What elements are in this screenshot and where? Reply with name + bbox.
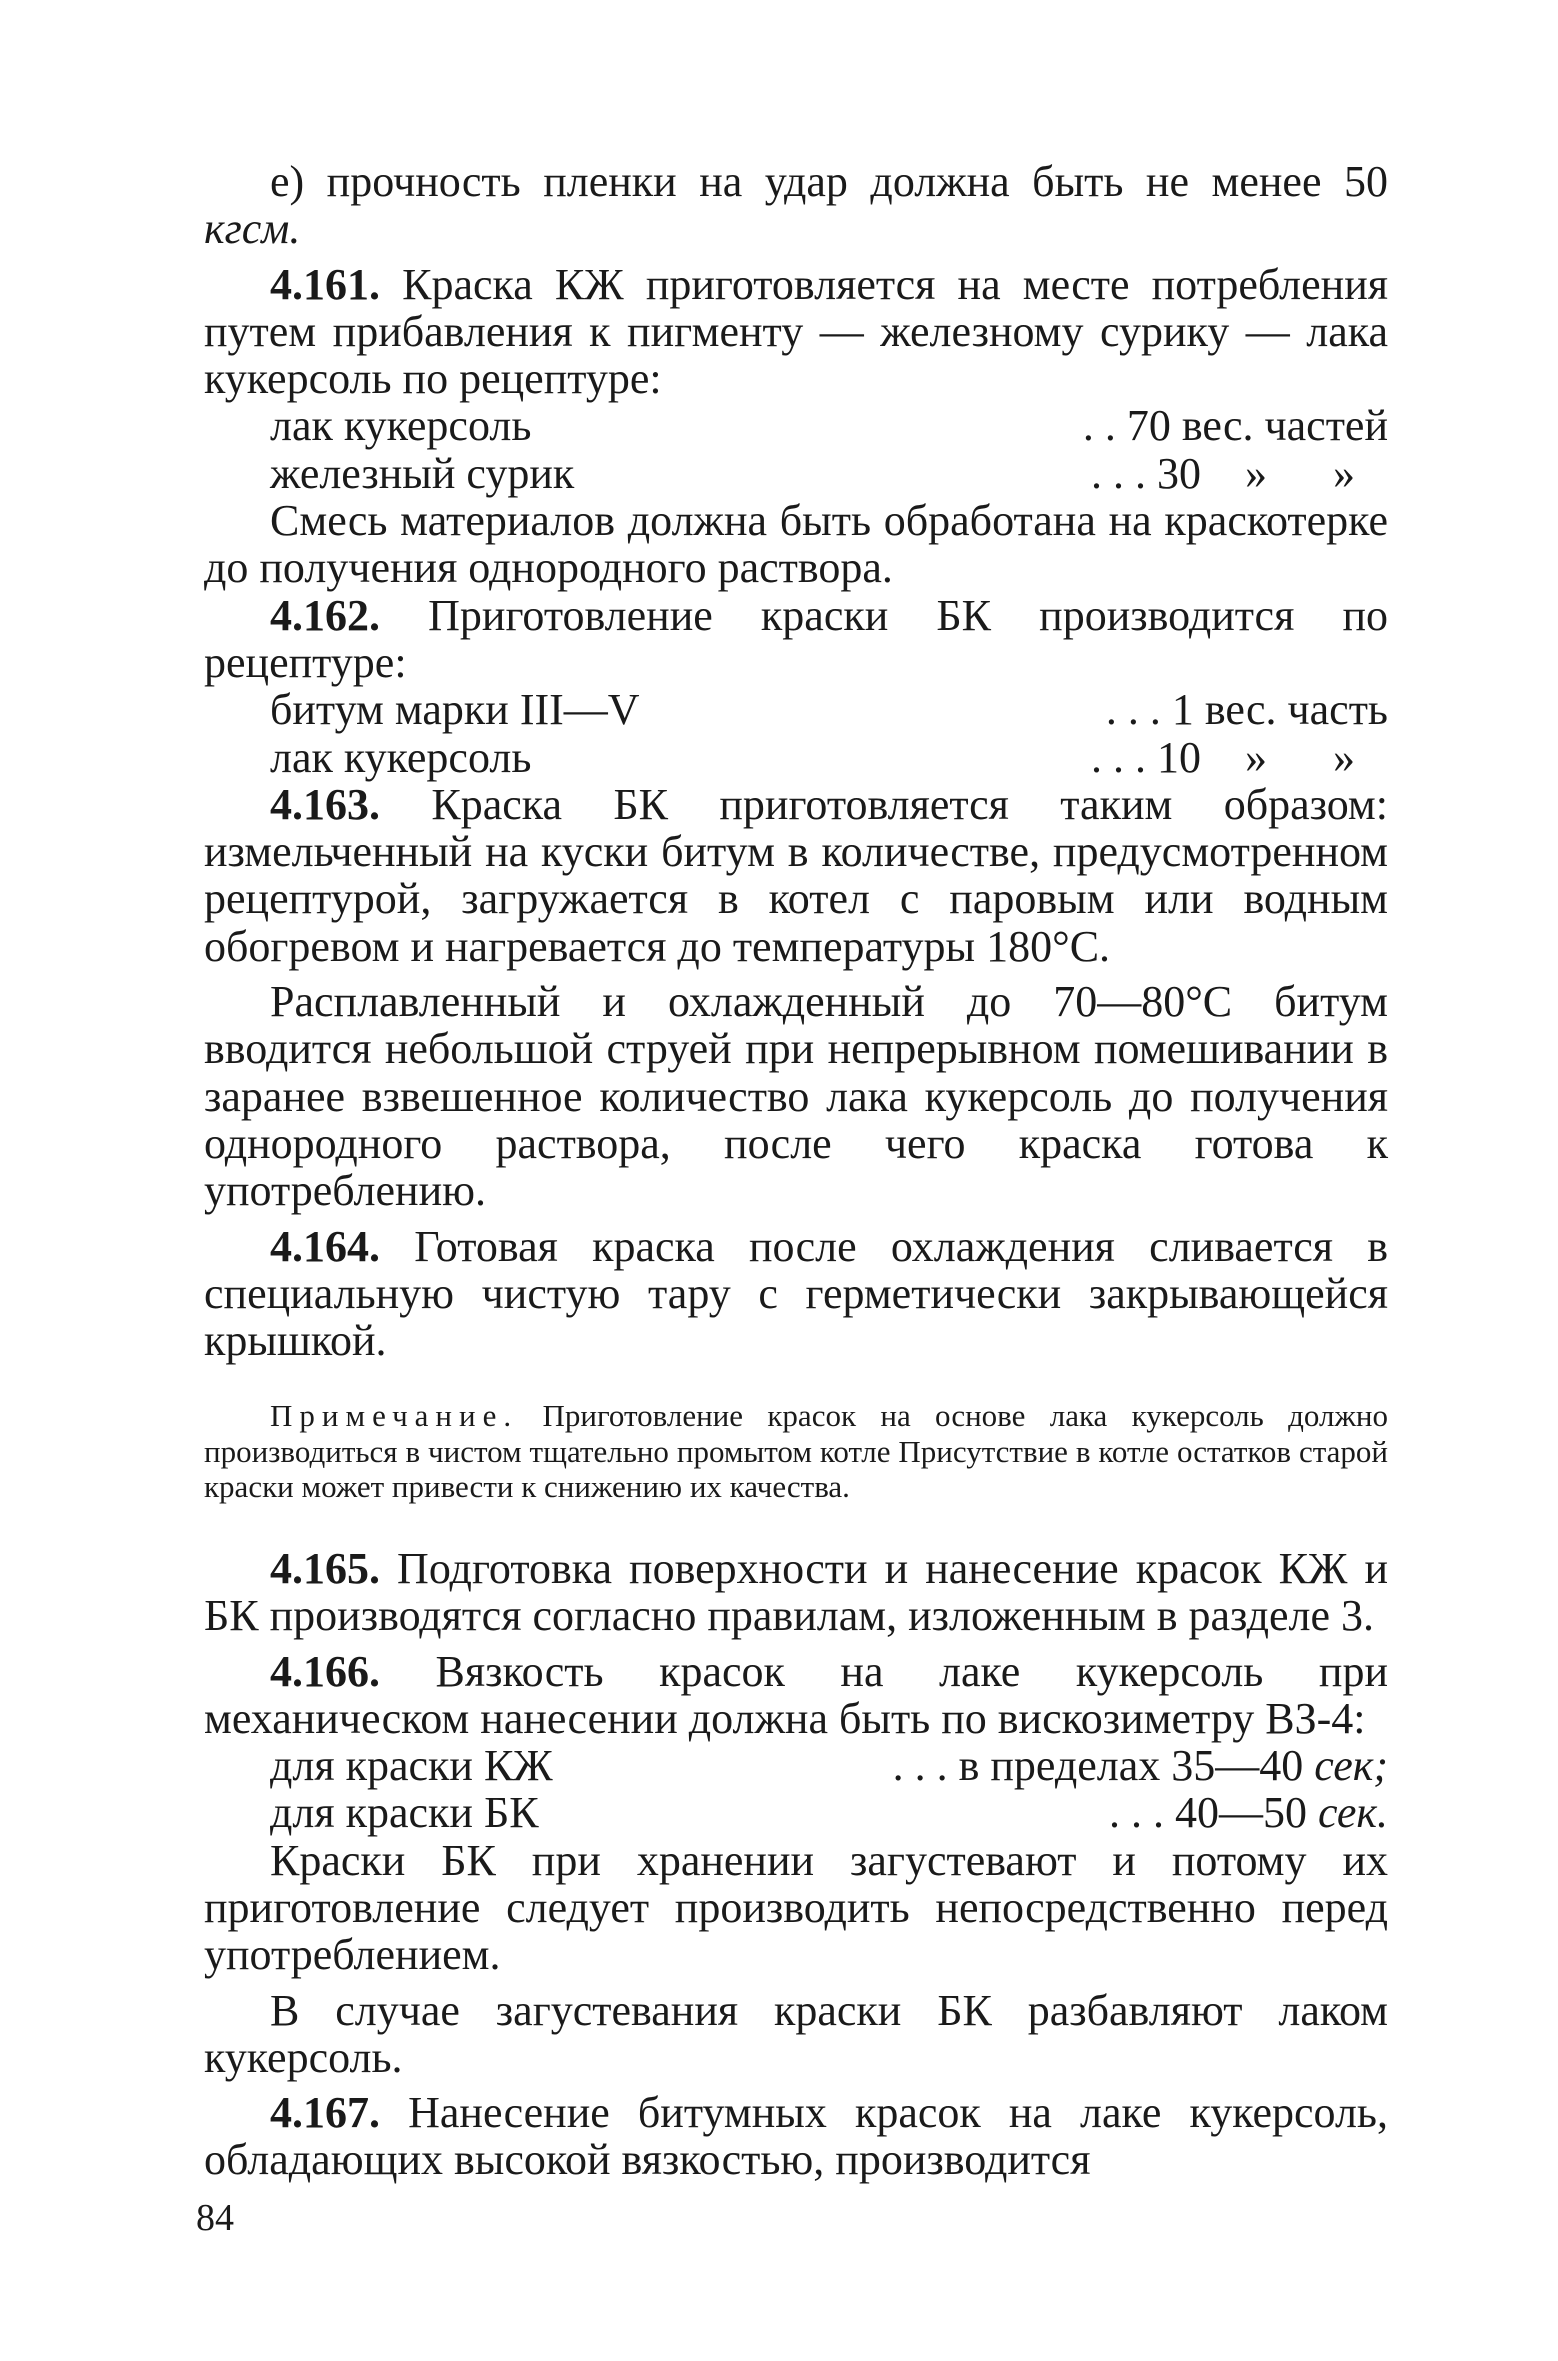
section-text: Вязкость красок на лаке кукерсоль при механическом нанесении должна быть по вискозиметру ВЗ-4:: [204, 1646, 1388, 1743]
section-number: 4.166.: [270, 1646, 380, 1696]
recipe-ingredient: железный сурик: [270, 448, 575, 498]
section-4-164: [204, 1223, 1388, 1365]
section-number: 4.161.: [270, 259, 380, 309]
viscosity-value: [893, 1742, 1388, 1789]
section-4-162: [204, 592, 1388, 687]
section-4-167: [204, 2089, 1388, 2184]
viscosity-value: [1109, 1789, 1388, 1836]
ditto-mark: »: [1333, 732, 1355, 782]
section-4-165: [204, 1545, 1388, 1640]
viscosity-unit: сек.: [1317, 1788, 1388, 1838]
section-4-166: [204, 1648, 1388, 1743]
body-text: [204, 158, 1388, 2184]
paragraph-bitumen: Расплавленный и охлажденный до 70—80°С битум вводится небольшой струей при непрерывном помешивании в заранее взвешенное количество лака кукерсоль до получения однородного раствора, после чего краска готова к употреблению.: [204, 977, 1388, 1216]
section-text: Нанесение битумных красок на лаке кукерсоль, обладающих высокой вязкостью, производится: [204, 2088, 1388, 2185]
viscosity-paint: для краски КЖ: [270, 1741, 553, 1791]
viscosity-range: . . . в пределах 35—40: [892, 1741, 1315, 1791]
paragraph-e-text: е) прочность пленки на удар должна быть не менее 50: [270, 157, 1388, 206]
recipe-ingredient: битум марки III—V: [270, 685, 640, 735]
note-block: [204, 1398, 1388, 1505]
paragraph-mix: Смесь материалов должна быть обработана на краскотерке до получения однородного раствора.: [204, 496, 1388, 593]
section-4-163: [204, 781, 1388, 970]
section-number: 4.162.: [270, 590, 380, 640]
page-number: 84: [196, 2197, 234, 2239]
recipe-row: [204, 686, 1388, 733]
unit-kgsm: кгсм.: [204, 204, 301, 254]
paragraph-storage: Краски БК при хранении загустевают и потому их приготовление следует производить непосредственно перед употреблением.: [204, 1835, 1388, 1980]
recipe-amount: . . . 1 вес. часть: [1105, 685, 1388, 735]
paragraph-thinning: В случае загустевания краски БК разбавляют лаком кукерсоль.: [204, 1985, 1388, 2082]
recipe-row: [204, 450, 1388, 497]
section-text: Краска БК приготовляется таким образом: измельченный на куски битум в количестве, предусмотренном рецептурой, загружается в котел с паровым или водным обогревом и нагревается до температуры 180°С.: [204, 779, 1388, 971]
recipe-ingredient: лак кукерсоль: [270, 401, 532, 451]
section-number: 4.167.: [270, 2088, 380, 2138]
section-text: Подготовка поверхности и нанесение красок КЖ и БК производятся согласно правилам, изложенным в разделе 3.: [204, 1543, 1388, 1641]
section-number: 4.164.: [270, 1221, 380, 1271]
recipe-amount: . . 70 вес. частей: [1082, 401, 1388, 451]
viscosity-row: [204, 1789, 1388, 1836]
ditto-mark: »: [1245, 732, 1267, 782]
recipe-row: [204, 402, 1388, 449]
paragraph-e: [204, 158, 1388, 253]
note-label: Примечание.: [270, 1398, 519, 1434]
recipe-row: [204, 734, 1388, 781]
recipe-amount-value: . . . 10: [1091, 732, 1212, 782]
ditto-mark: »: [1333, 448, 1355, 498]
note-text: Приготовление красок на основе лака кукерсоль должно производиться в чистом тщательно промытом котле Присутствие в котле остатков старой краски может привести к снижению их качества.: [204, 1398, 1388, 1505]
recipe-amount: [1091, 734, 1388, 781]
section-text: Приготовление краски БК производится по рецептуре:: [204, 590, 1388, 687]
recipe-amount-value: . . . 30: [1091, 448, 1212, 498]
section-number: 4.163.: [270, 779, 380, 829]
section-4-161: [204, 261, 1388, 403]
recipe-ingredient: лак кукерсоль: [270, 732, 532, 782]
section-number: 4.165.: [270, 1543, 380, 1593]
section-text: Готовая краска после охлаждения сливается в специальную чистую тару с герметически закрывающейся крышкой.: [204, 1221, 1388, 1366]
viscosity-row: [204, 1742, 1388, 1789]
ditto-mark: »: [1245, 448, 1267, 498]
viscosity-range: . . . 40—50: [1108, 1788, 1318, 1838]
section-text: Краска КЖ приготовляется на месте потребления путем прибавления к пигменту — железному сурику — лака кукерсоль по рецептуре:: [204, 259, 1388, 404]
viscosity-paint: для краски БК: [270, 1788, 539, 1838]
recipe-amount: [1091, 450, 1388, 497]
viscosity-unit: сек;: [1314, 1741, 1388, 1791]
